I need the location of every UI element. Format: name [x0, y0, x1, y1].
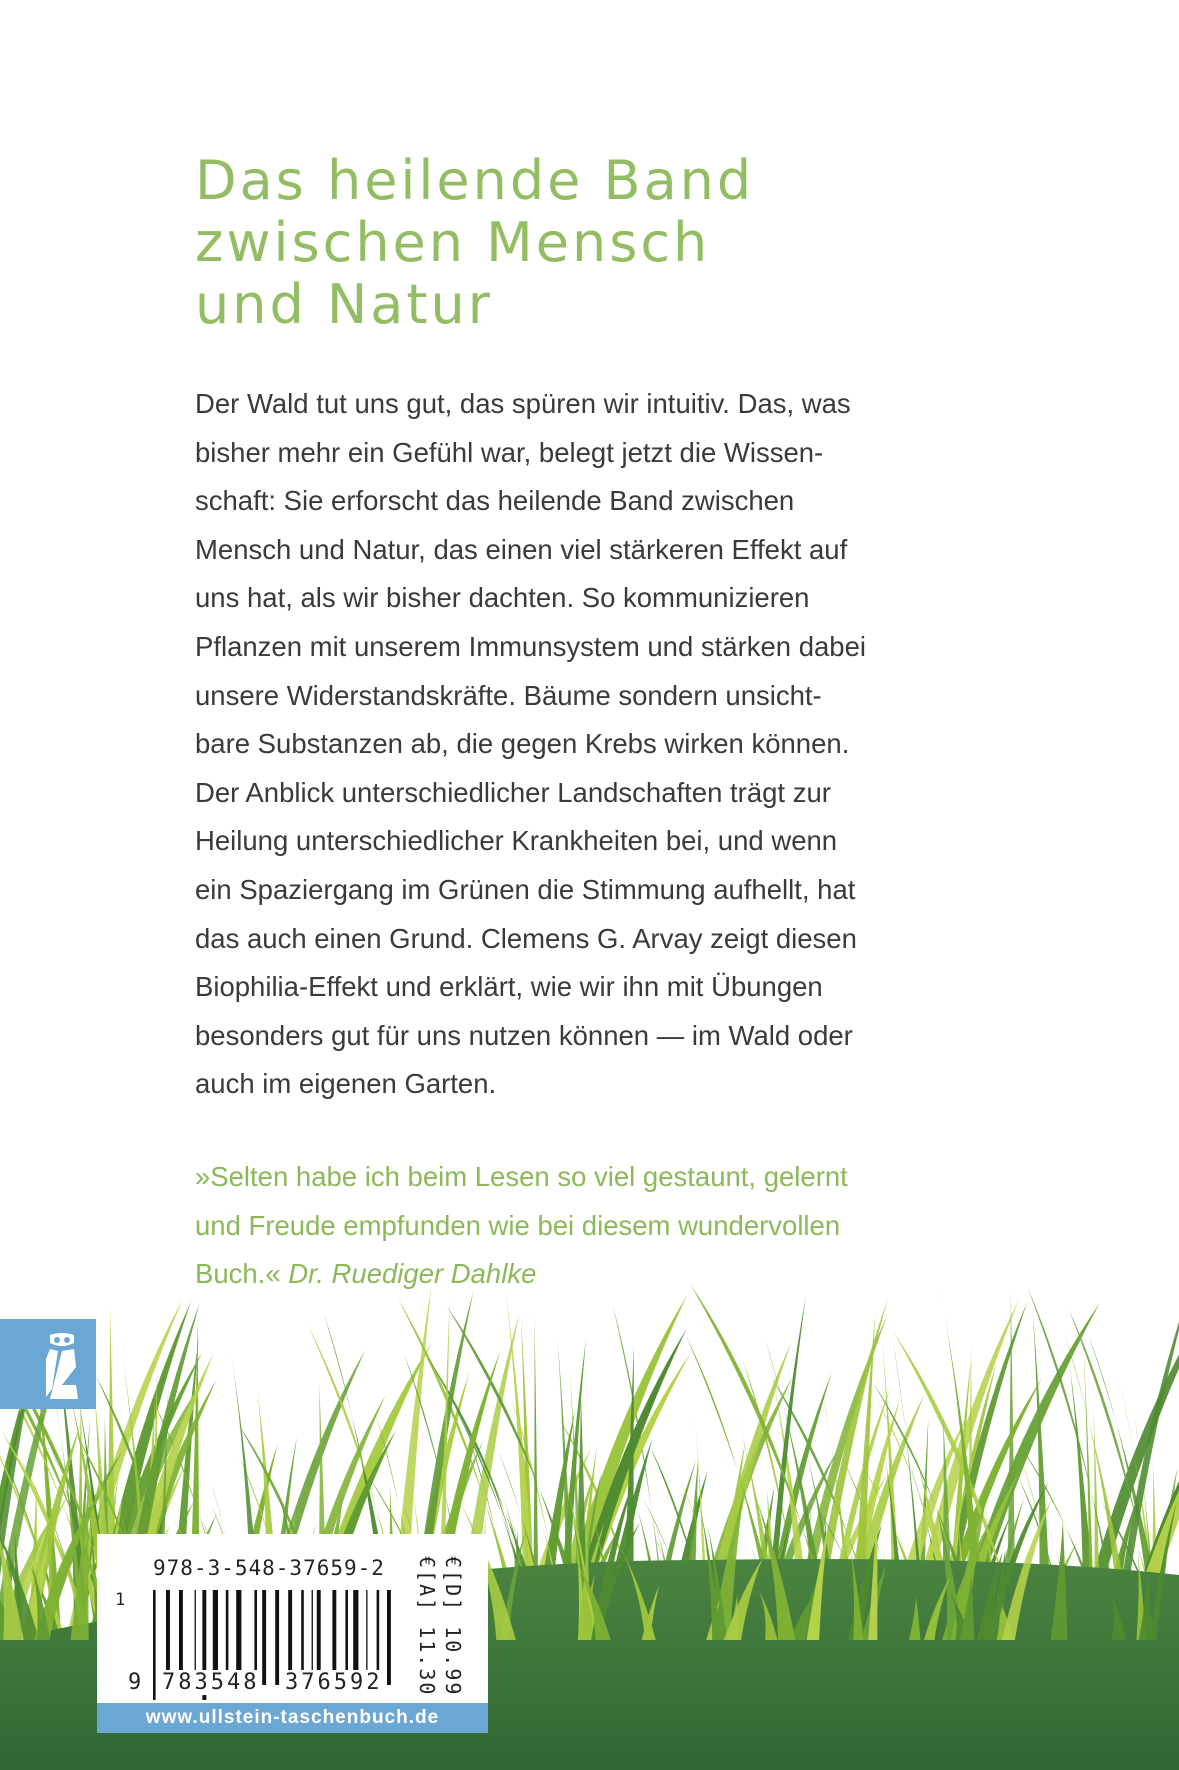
barcode-label — [97, 1534, 488, 1733]
headline-line: zwischen Mensch — [195, 211, 711, 274]
publisher-url: www.ullstein-taschenbuch.de — [97, 1703, 488, 1733]
ean-digit: 9 — [128, 1670, 142, 1695]
headline-line: Das heilende Band — [195, 149, 755, 212]
quote-line: und Freude empfunden wie bei diesem wundervollen — [195, 1209, 841, 1241]
blurb-line: bare Substanzen ab, die gegen Krebs wirken können. — [195, 728, 850, 760]
ean-digits-right: 376592 — [285, 1670, 383, 1695]
isbn-text: 978-3-548-37659-2 — [153, 1556, 385, 1580]
review-quote — [195, 1153, 848, 1299]
blurb-line: ein Spaziergang im Grünen die Stimmung aufhellt, hat — [195, 873, 856, 905]
blurb-line: besonders gut für uns nutzen können — im Wald oder — [195, 1019, 853, 1051]
blurb-line: Mensch und Natur, das einen viel stärkeren Effekt auf — [195, 533, 848, 565]
blurb-text — [195, 380, 866, 1109]
quote-author: Dr. Ruediger Dahlke — [288, 1258, 537, 1290]
barcode-bar — [387, 1590, 391, 1685]
owl-icon — [0, 1319, 96, 1409]
barcode-bar — [153, 1590, 156, 1700]
blurb-line: das auch einen Grund. Clemens G. Arvay zeigt diesen — [195, 922, 857, 954]
blurb-line: Pflanzen mit unserem Immunsystem und stärken dabei — [195, 630, 866, 662]
blurb-line: auch im eigenen Garten. — [195, 1068, 497, 1100]
price-austria: €[A] 11.30 — [415, 1556, 439, 1697]
price-block — [415, 1556, 479, 1697]
blurb-line: unsere Widerstandskräfte. Bäume sondern unsicht- — [195, 679, 822, 711]
blurb-line: Biophilia-Effekt und erklärt, wie wir ihn mit Übungen — [195, 971, 823, 1003]
headline-line: und Natur — [195, 273, 493, 336]
quote-line: Buch.« — [195, 1258, 281, 1290]
quote-line: »Selten habe ich beim Lesen so viel gestaunt, gelernt — [195, 1161, 848, 1192]
ean-digits-left: 783548 — [162, 1670, 260, 1695]
blurb-line: Der Wald tut uns gut, das spüren wir intuitiv. Das, was — [195, 388, 851, 419]
blurb-line: Heilung unterschiedlicher Krankheiten bei, und wenn — [195, 825, 838, 857]
blurb-line: schaft: Sie erforscht das heilende Band zwischen — [195, 485, 795, 517]
barcode-addon-digit: 1 — [115, 1590, 126, 1610]
blurb-line: Der Anblick unterschiedlicher Landschaften trägt zur — [195, 776, 831, 808]
barcode-bar — [275, 1590, 279, 1685]
headline — [195, 150, 754, 336]
barcode-bar — [262, 1590, 266, 1685]
blurb-line: bisher mehr ein Gefühl war, belegt jetzt die Wissen- — [195, 436, 824, 468]
blurb-line: uns hat, als wir bisher dachten. So kommunizieren — [195, 582, 810, 614]
price-germany: €[D] 10.99 — [441, 1556, 465, 1697]
publisher-logo — [0, 1319, 96, 1409]
